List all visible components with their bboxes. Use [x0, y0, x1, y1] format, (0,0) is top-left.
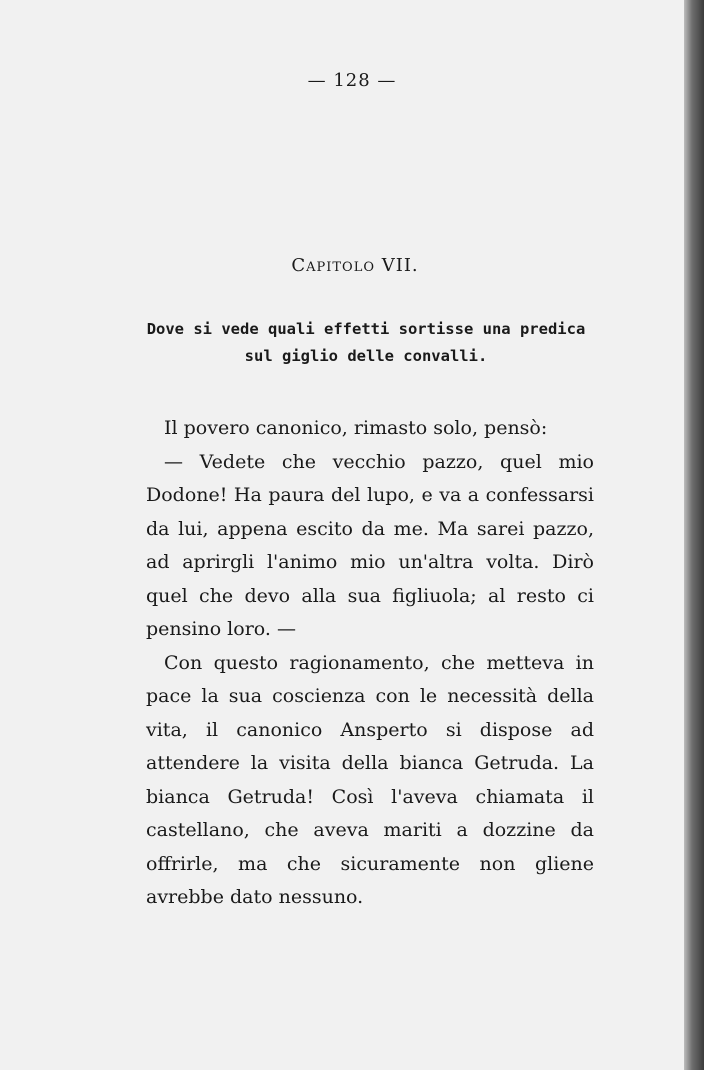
book-spine-shadow [684, 0, 704, 1070]
paragraph: Il povero canonico, rimasto solo, pensò: [164, 417, 548, 439]
page-number: — 128 — [307, 70, 397, 91]
paragraph: — Vedete che vecchio pazzo, quel mio Dodone! Ha paura del lupo, e va a confessarsi da lui, appena escito da me. Ma sarei pazzo, ad aprirgli l'animo mio un'altra volta. Dirò quel che devo alla sua figliuola; al resto ci pensino loro. — [146, 450, 594, 640]
body-text [146, 412, 594, 915]
chapter-title: Capitolo VII. [291, 255, 419, 276]
paragraph: Con questo ragionamento, che metteva in pace la sua coscienza con le necessità della vita, il canonico Ansperto si dispose ad attendere la visita della bianca Getruda. La bianca Getruda! Così l'aveva chiamata il castellano, che aveva mariti a dozzine da offrirle, ma che sicuramente non gliene avrebbe dato nessuno. [146, 651, 594, 908]
chapter-subtitle: Dove si vede quali effetti sortisse una predica sul giglio delle convalli. [146, 320, 586, 365]
